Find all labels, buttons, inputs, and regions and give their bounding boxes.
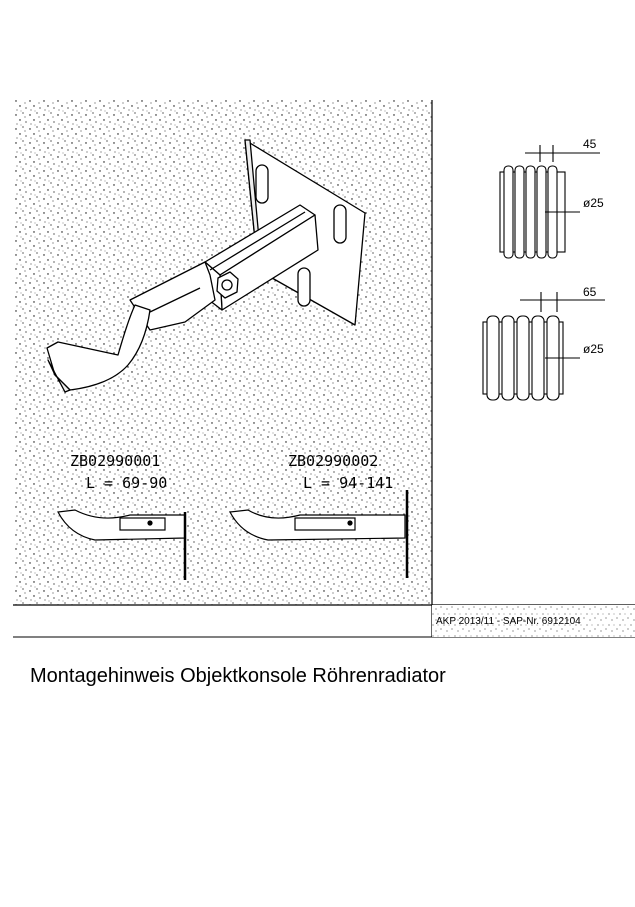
variant-2-length: L = 94-141 <box>303 474 394 492</box>
radiator-top-diameter: ø25 <box>583 196 604 210</box>
radiator-top-spacing: 45 <box>583 137 597 151</box>
radiator-bottom-diameter: ø25 <box>583 342 604 356</box>
radiator-bottom-spacing: 65 <box>583 285 597 299</box>
variant-2-code: ZB02990002 <box>288 452 379 470</box>
drawing-caption: Montagehinweis Objektkonsole Röhrenradiator <box>30 665 446 687</box>
footer-reference: AKP 2013/11 - SAP-Nr. 6912104 <box>436 616 581 627</box>
variant-1-length: L = 69-90 <box>86 474 168 492</box>
variant-1-code: ZB02990001 <box>70 452 161 470</box>
